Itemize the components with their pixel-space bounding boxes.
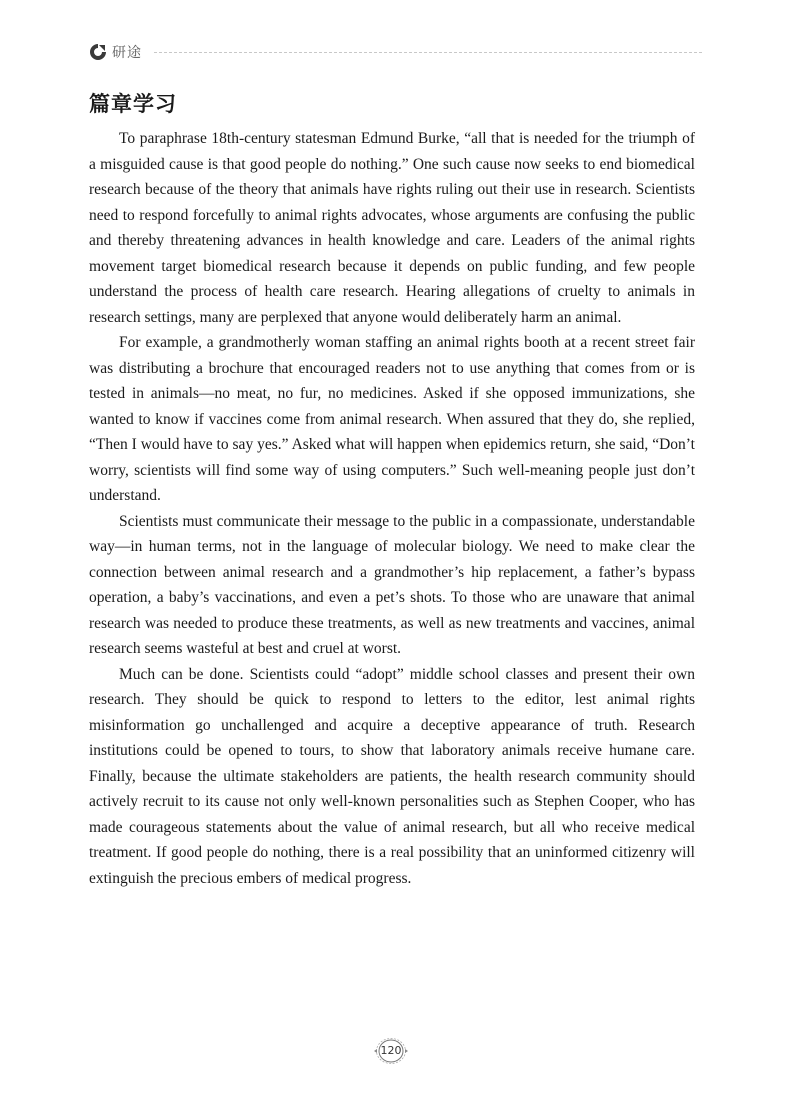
page-number-badge [371,1038,411,1064]
paragraph-2: For example, a grandmotherly woman staffing an animal rights booth at a recent street fair was distributing a brochure that encouraged readers not to use anything that comes from or is tested in animals—no meat, no fur, no medicines. Asked if she opposed immunizations, she wanted to know if vaccines come from animal research. When assured that they do, she replied, “Then I would have to say yes.” Asked what will happen when epidemics return, she said, “Don’t worry, scientists will find some way of using computers.” Such well-meaning people just don’t understand. [89,334,695,504]
brand-name: 研途 [112,45,142,61]
section-title: 篇章学习 [89,92,177,116]
article-body [89,126,695,891]
header-divider [154,52,702,53]
paragraph-3: Scientists must communicate their message to the public in a compassionate, understandable way—in human terms, not in the language of molecular biology. We need to make clear the connection between animal research and a grandmother’s hip replacement, a father’s bypass operation, a baby’s vaccinations, and even a pet’s shots. To those who are unaware that animal research was needed to produce these treatments, as well as new treatments and vaccines, animal research seems wasteful at best and cruel at worst. [89,512,695,657]
page-number: 120 [380,1044,402,1057]
paragraph-4: Much can be done. Scientists could “adopt” middle school classes and present their own research. They should be quick to respond to letters to the editor, lest animal rights misinformation go unchallenged and acquire a deceptive appearance of truth. Research institutions could be opened to tours, to show that laboratory animals receive humane care. Finally, because the ultimate stakeholders are patients, the health research community should actively recruit to its cause not only well-known personalities such as Stephen Cooper, who has made courageous statements about the value of animal research, but all who receive medical treatment. If good people do nothing, there is a real possibility that an uninformed citizenry will extinguish the precious embers of medical progress. [89,665,695,887]
paragraph-1: To paraphrase 18th-century statesman Edmund Burke, “all that is needed for the triumph of a misguided cause is that good people do nothing.” One such cause now seeks to end biomedical research because of the theory that animals have rights ruling out their use in research. Scientists need to respond forcefully to animal rights advocates, whose arguments are confusing the public and thereby threatening advances in health knowledge and care. Leaders of the animal rights movement target biomedical research because it depends on public funding, and few people understand the process of health care research. Hearing allegations of cruelty to animals in research settings, many are perplexed that anyone would deliberately harm an animal. [89,130,695,326]
swirl-logo-icon [88,42,108,62]
page-header [88,40,702,64]
